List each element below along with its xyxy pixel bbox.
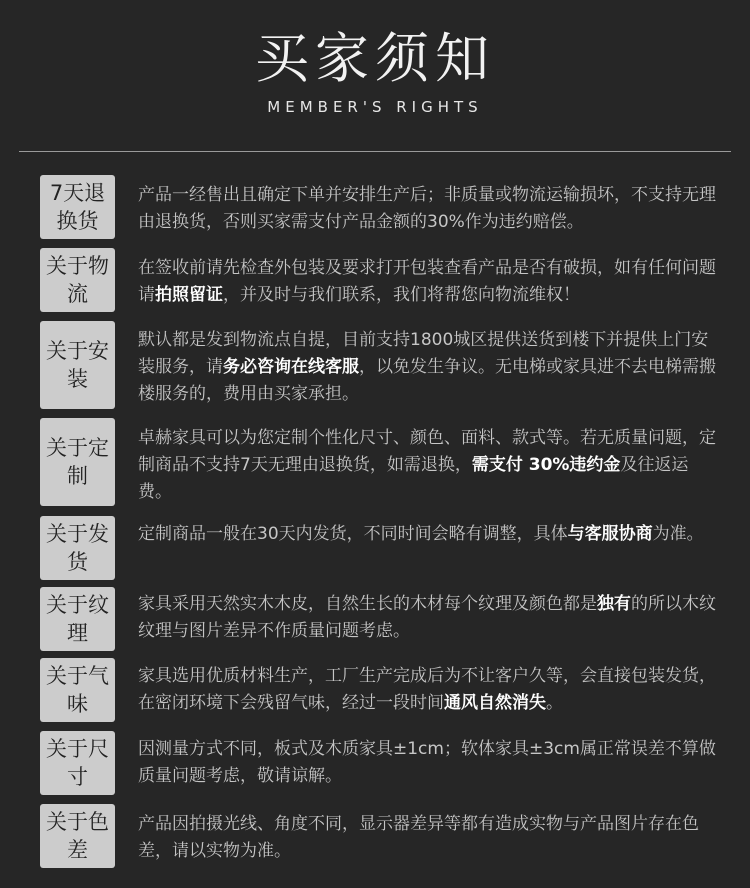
notice-badge-label: 关于发货: [46, 522, 109, 574]
notice-badge-label: 关于气味: [46, 664, 109, 716]
notice-text: 产品因拍摄光线、角度不同，显示器差异等都有造成实物与产品图片存在色差，请以实物为准。: [138, 814, 699, 861]
notice-badge: [40, 658, 115, 722]
divider: [19, 151, 731, 152]
notice-emphasis: 需支付 30%违约金: [471, 455, 621, 475]
notice-text: 的所以木纹纹理与图片差异不作质量问题考虑。: [138, 594, 716, 641]
notice-description: [138, 182, 716, 236]
notice-description: [138, 663, 716, 717]
notice-description: [138, 255, 716, 309]
page-title: 买家须知: [255, 27, 495, 90]
notice-badge-label: 关于定制: [46, 436, 109, 488]
notice-text: 家具采用天然实木木皮，自然生长的木材每个纹理及颜色都是: [138, 594, 597, 614]
notice-text: 定制商品一般在30天内发货，不同时间会略有调整，具体: [138, 524, 568, 544]
notice-description: [138, 811, 716, 865]
notice-badge: [40, 418, 115, 506]
notice-emphasis: 拍照留证: [155, 285, 223, 305]
header: [0, 0, 750, 150]
notice-badge-label: 关于尺寸: [46, 737, 109, 789]
notice-description: [138, 521, 716, 548]
page-subtitle: MEMBER'S RIGHTS: [267, 98, 483, 116]
notice-badge: [40, 731, 115, 795]
notice-badge-label: 关于安装: [46, 339, 109, 391]
notice-text: 产品一经售出且确定下单并安排生产后；非质量或物流运输损坏，不支持无理由退换货，否则买家需支付产品金额的30%作为违约赔偿。: [138, 185, 716, 232]
notice-text: ，并及时与我们联系，我们将帮您向物流维权！: [223, 285, 580, 305]
notice-badge-label: 关于物流: [46, 254, 109, 306]
notice-badge: [40, 321, 115, 409]
notice-badge-label: 关于色差: [46, 810, 109, 862]
notice-description: [138, 425, 716, 506]
notice-badge-label: 7天退换货: [49, 181, 106, 233]
notice-text: 为准。: [652, 524, 704, 544]
notice-text: 。: [546, 693, 563, 713]
notice-badge: [40, 587, 115, 651]
notice-text: 因测量方式不同，板式及木质家具±1cm；软体家具±3cm属正常误差不算做质量问题考虑，敬请谅解。: [138, 739, 716, 786]
notice-text: 默认都是发到物流点自提，目前支持1800城区提供送货到楼下并提供上门安装服务，请: [138, 330, 709, 377]
notice-text: ，以免发生争议。无电梯或家具进不去电梯需搬楼服务的，费用由买家承担。: [138, 357, 716, 404]
notice-emphasis: 务必咨询在线客服: [223, 357, 359, 377]
notice-text: 卓赫家具可以为您定制个性化尺寸、颜色、面料、款式等。若无质量问题，定制商品不支持7天无理由退换货，如需退换，: [138, 428, 716, 475]
notice-badge: [40, 516, 115, 580]
notice-badge: [40, 175, 115, 239]
notice-emphasis: 独有: [597, 594, 631, 614]
notice-description: [138, 591, 716, 645]
notice-emphasis: 与客服协商: [567, 524, 653, 544]
notice-text: 及往返运费。: [138, 455, 689, 502]
notice-description: [138, 736, 716, 790]
notice-text: 家具选用优质材料生产，工厂生产完成后为不让客户久等，会直接包装发货，在密闭环境下会残留气味，经过一段时间: [138, 666, 716, 713]
notice-emphasis: 通风自然消失: [444, 693, 546, 713]
notice-badge: [40, 248, 115, 312]
notice-description: [138, 327, 716, 408]
notice-text: 在签收前请先检查外包装及要求打开包装查看产品是否有破损，如有任何问题请: [138, 258, 716, 305]
notice-badge: [40, 804, 115, 868]
notice-badge-label: 关于纹理: [46, 593, 109, 645]
